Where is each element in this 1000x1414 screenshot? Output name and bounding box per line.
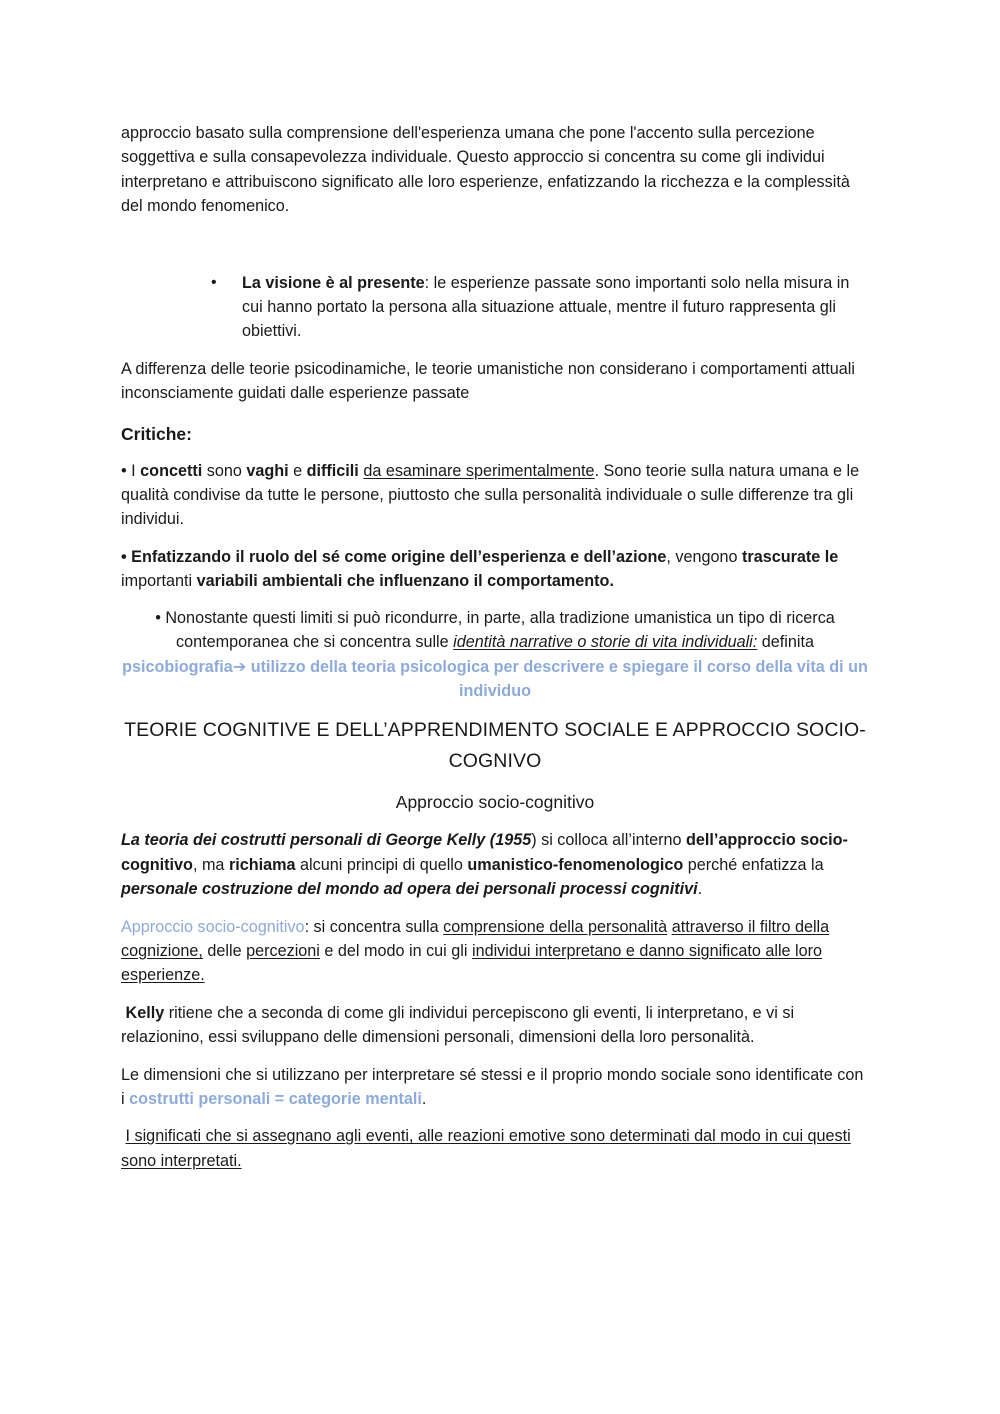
text-run: ) si colloca all’interno	[531, 831, 686, 850]
critique-item-1	[121, 459, 869, 532]
text-run: perché enfatizza la	[683, 855, 824, 874]
text-run: importanti	[121, 572, 197, 591]
text-run: • I	[121, 461, 141, 480]
kelly-paragraph	[121, 828, 869, 901]
text-run: delle	[202, 941, 247, 960]
subsection-heading: Approccio socio-cognitivo	[395, 792, 595, 813]
italic-underlined-run: identità narrative o storie di vita individuali:	[453, 633, 758, 652]
text-run: , ma	[192, 855, 229, 874]
bold-run: concetti	[140, 461, 203, 480]
text-run: , vengono	[666, 547, 742, 566]
psicobiografia-term: psicobiografia	[122, 657, 233, 676]
text-run: alcuni principi di quello	[295, 855, 468, 874]
text-run: e del modo in cui gli	[319, 941, 472, 960]
bullet-bold-text: La visione è al presente	[242, 273, 425, 292]
blue-term: Approccio socio-cognitivo	[121, 917, 305, 936]
document-page	[121, 121, 869, 1173]
bold-italic-run: personale costruzione del mondo ad opera dei personali processi cognitivi	[121, 880, 698, 899]
text-run: e	[288, 461, 307, 480]
underlined-run: I significati che si assegnano agli eventi, alle reazioni emotive sono determinati dal modo in cui questi sono interpretati.	[121, 1127, 851, 1170]
critique-item-2	[121, 545, 869, 594]
bold-run: difficili	[306, 461, 359, 480]
bold-run: trascurate le	[742, 547, 839, 566]
bold-run: • Enfatizzando il ruolo del sé come origine dell’esperienza e dell’azione	[121, 547, 667, 566]
bold-run: richiama	[228, 855, 296, 874]
text-run: .	[697, 880, 703, 899]
section-heading: TEORIE COGNITIVE E DELL’APPRENDIMENTO SOCIALE E APPROCCIO SOCIO-COGNIVO	[124, 719, 866, 773]
bold-run: umanistico-fenomenologico	[467, 855, 684, 874]
arrow-icon: ➔	[232, 657, 247, 676]
bullet-list	[121, 271, 869, 344]
underlined-run: percezioni	[246, 941, 320, 960]
socio-cognitive-paragraph	[121, 915, 869, 988]
blue-definition: utilizzo della teoria psicologica per descrivere e spiegare il corso della vita di un individuo	[246, 657, 868, 700]
text-run: Le dimensioni che si utilizzano per interpretare sé stessi e il proprio mondo sociale sono identificate con i	[121, 1065, 864, 1108]
text-run: .	[421, 1089, 427, 1108]
kelly-belief-paragraph	[121, 1001, 869, 1050]
bold-italic-run: La teoria dei costrutti personali di George Kelly (1955	[121, 831, 532, 850]
critique-item-3	[121, 606, 869, 704]
text-run: definita	[757, 633, 814, 652]
text-run: • Nonostante questi limiti si può ricondurre, in parte, alla tradizione umanistica un tipo di ricerca contemporanea che si concentra sulle	[155, 608, 835, 652]
text-run: . Sono teorie sulla natura umana e le qualità condivise da tutte le persone, piuttosto che sulla personalità individuale o sulle differenze tra gli individui.	[121, 461, 860, 529]
bold-run: Kelly	[125, 1003, 165, 1022]
underlined-run: individui interpretano e danno significato alle loro esperienze.	[121, 941, 823, 985]
dimensions-paragraph	[121, 1063, 869, 1112]
bullet-text: : le esperienze passate sono importanti solo nella misura in cui hanno portato la persona alla situazione attuale, mentre il futuro rappresenta gli obiettivi.	[242, 273, 850, 341]
underlined-run: attraverso il filtro della cognizione,	[121, 917, 830, 960]
text-run: : si concentra sulla	[304, 917, 444, 936]
underlined-run: da esaminare sperimentalmente	[363, 461, 595, 480]
difference-paragraph: A differenza delle teorie psicodinamiche, le teorie umanistiche non considerano i comportamenti attuali inconsciamente guidati dalle esperienze passate	[121, 359, 855, 403]
text-run: ritiene che a seconda di come gli individui percepiscono gli eventi, li interpretano, e vi si relazionino, essi sviluppano delle dimensioni personali, dimensioni della loro personalità.	[121, 1003, 795, 1047]
bold-run: variabili ambientali che influenzano il comportamento.	[196, 572, 614, 591]
meanings-paragraph	[121, 1124, 869, 1173]
blue-term: costrutti personali = categorie mentali	[129, 1089, 422, 1108]
critiche-heading: Critiche:	[121, 423, 192, 444]
list-item	[121, 271, 869, 344]
bullet-dot-icon: •	[211, 273, 217, 291]
bold-run: dell’approccio socio-cognitivo	[121, 831, 848, 874]
intro-paragraph: approccio basato sulla comprensione dell'esperienza umana che pone l'accento sulla percezione soggettiva e sulla consapevolezza individuale. Questo approccio si concentra su come gli individui interpretano e attribuiscono significato alle loro esperienze, enfatizzando la ricchezza e la complessità del mondo fenomenico.	[121, 124, 850, 216]
bold-run: vaghi	[246, 461, 289, 480]
underlined-run: comprensione della personalità	[443, 917, 668, 936]
text-run: sono	[202, 461, 247, 480]
